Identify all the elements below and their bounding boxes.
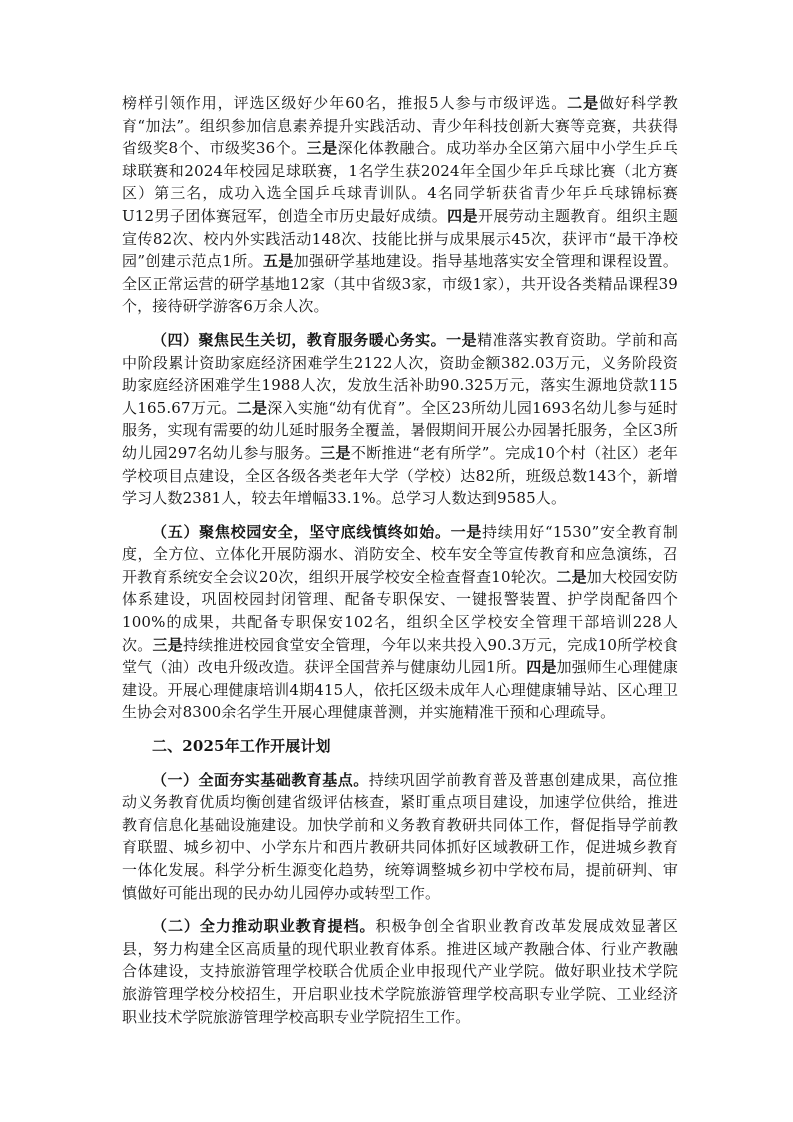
paragraph-text: 开展劳动主题教育。组织主题宣传82次、校内外实践活动148次、技能比拼与成果展示45次，获评市“最干净校园”创建示范点1所。 bbox=[122, 206, 678, 271]
paragraph-marker: 二是 bbox=[236, 398, 268, 417]
paragraph-text: 加强研学基地建设。指导基地落实安全管理和课程设置。全区正常运营的研学基地12家（其中省级3家，市级1家），共开设各类精品课程39个，接待研学游客6万余人次。 bbox=[122, 252, 678, 316]
paragraph-marker: 三是 bbox=[320, 443, 351, 462]
paragraph-text: 精准落实教育资助。学前和高中阶段累计资助家庭经济困难学生2122人次，资助金额382.03万元，义务阶段资助家庭经济困难学生1988人次，发放生活补助90.325万元，落实生源地贷款115人165.67万元。 bbox=[122, 330, 678, 417]
paragraph-basic-education bbox=[122, 769, 678, 905]
paragraph-title: （四）聚焦民生关切，教育服务暖心务实。 bbox=[152, 330, 447, 349]
paragraph-text: 做好科学教育“加法”。组织参加信息素养提升实践活动、青少年科技创新大赛等竞赛，共获得省级奖8个、市级奖36个。 bbox=[122, 94, 678, 158]
paragraph-marker: 一是 bbox=[450, 522, 483, 541]
paragraph-text: 积极争创全省职业教育改革发展成效显著区县，努力构建全区高质量的现代职业教育体系。推进区域产教融合体、行业产教融合体建设，支持旅游管理学校联合优质企业申报现代产业学院。做好职业技术学院旅游管理学校分校招生，开启职业技术学院旅游管理学校高职专业学院、工业经济职业技术学院旅游管理学校高职专业学院招生工作。 bbox=[122, 917, 678, 1026]
paragraph-marker: 四是 bbox=[526, 658, 557, 677]
paragraph-text: 持续巩固学前教育普及普惠创建成果，高位推动义务教育优质均衡创建省级评估核查，紧盯重点项目建设，加速学位供给，推进教育信息化基础设施建设。加快学前和义务教育教研共同体工作，督促指导学前教育联盟、城乡初中、小学东片和西片教研共同体抓好区域教研工作，促进城乡教育一体化发展。科学分析生源变化趋势，统筹调整城乡初中学校布局，提前研判、审慎做好可能出现的民办幼儿园停办或转型工作。 bbox=[122, 770, 678, 902]
document-page bbox=[122, 92, 678, 1039]
paragraph-text: 深入实施“幼有优育”。全区23所幼儿园1693名幼儿参与延时服务，实现有需要的幼儿延时服务全覆盖，暑假期间开展公办园暑托服务，全区3所幼儿园297名幼儿参与服务。 bbox=[122, 398, 678, 462]
paragraph-text: 不断推进“老有所学”。完成10个村（社区）老年学校项目点建设，全区各级各类老年大学（学校）达82所，班级总数143个，新增学习人数2381人，较去年增幅33.1%。总学习人数达到9585人。 bbox=[122, 443, 678, 508]
paragraph-livelihood bbox=[122, 329, 678, 510]
paragraph-marker: 三是 bbox=[152, 635, 183, 654]
paragraph-campus-safety bbox=[122, 521, 678, 724]
paragraph-marker: 二是 bbox=[567, 94, 600, 112]
paragraph-text: 深化体教融合。成功举办全区第六届中小学生乒乓球联赛和2024年校园足球联赛，1名学生获2024年全国少年乒乓球比赛（北方赛区）第三名，成功入选全国乒乓球青训队。4名同学斩获省青少年乒乓球锦标赛U12男子团体赛冠军，创造全市历史最好成绩。 bbox=[122, 139, 678, 225]
paragraph-text: 加大校园安防体系建设，巩固校园封闭管理、配备专职保安、一键报警装置、护学岗配备四个100%的成果，共配备专职保安102名，组织全区学校安全管理干部培训228人次。 bbox=[122, 567, 678, 654]
paragraph-marker: 四是 bbox=[447, 206, 478, 225]
paragraph-text: 榜样引领作用，评选区级好少年60名，推报5人参与市级评选。 bbox=[122, 94, 568, 112]
paragraph-title: （二）全力推动职业教育提档。 bbox=[152, 917, 376, 936]
paragraph-student-activities bbox=[122, 92, 678, 318]
paragraph-text: 持续推进校园食堂安全管理，今年以来共投入90.3万元，完成10所学校食堂气（油）改电升级改造。获评全国营养与健康幼儿园1所。 bbox=[122, 635, 678, 677]
paragraph-title: （五）聚焦校园安全，坚守底线慎终如始。 bbox=[152, 522, 451, 541]
paragraph-marker: 二是 bbox=[556, 567, 587, 586]
paragraph-text: 持续用好“1530”安全教育制度，全方位、立体化开展防溺水、消防安全、校车安全等宣传教育和应急演练，召开教育系统安全会议20次，组织开展学校安全检查督查10轮次。 bbox=[122, 522, 679, 586]
section-heading: 二、2025年工作开展计划 bbox=[152, 737, 331, 756]
paragraph-marker: 一是 bbox=[446, 330, 478, 349]
paragraph-marker: 三是 bbox=[306, 139, 338, 158]
paragraph-vocational-education bbox=[122, 915, 678, 1028]
paragraph-title: （一）全面夯实基础教育基点。 bbox=[152, 770, 369, 789]
paragraph-marker: 五是 bbox=[263, 252, 294, 271]
paragraph-text: 加强师生心理健康建设。开展心理健康培训4期415人，依托区级未成年人心理健康辅导站、区心理卫生协会对8300余名学生开展心理健康普测，并实施精准干预和心理疏导。 bbox=[122, 658, 678, 722]
